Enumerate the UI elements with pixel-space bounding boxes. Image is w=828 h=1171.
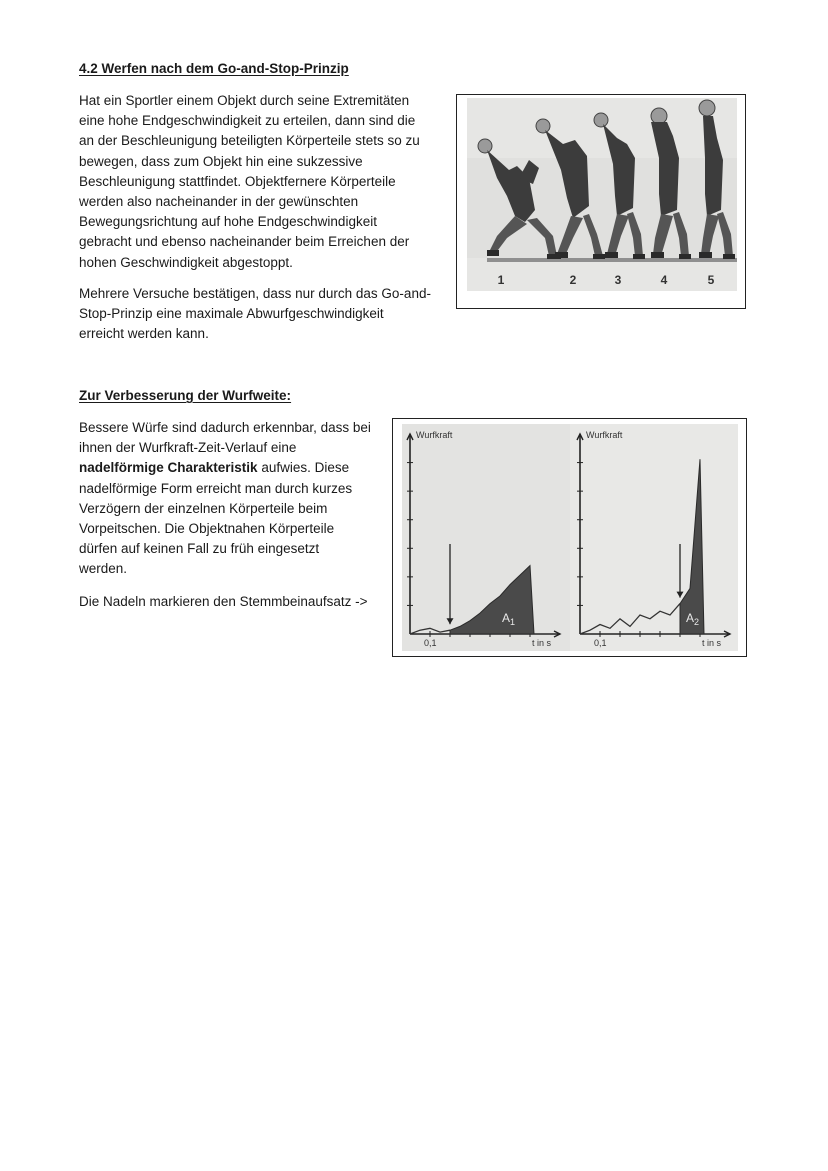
paragraph-better-throws: Bessere Würfe sind dadurch erkennbar, dass bei ihnen der Wurfkraft-Zeit-Verlauf eine nadelförmige Charakteristik aufwies. Diese nadelförmige Form erreicht man durch kurzes Verzögern der einzelnen Körperteile beim Vorpeitschen. Die Objektnahen Körperteile dürfen auf keinen Fall zu früh eingesetzt werden. (79, 420, 371, 577)
phase-label-2: 2 (569, 273, 577, 287)
x-tick-label: 0,1 (424, 638, 437, 648)
area-label-sub: 1 (510, 617, 516, 627)
y-axis-label: Wurfkraft (416, 430, 453, 440)
paragraph-experiments: Mehrere Versuche bestätigen, dass nur durch das Go-and- Stop-Prinzip eine maximale Abwurfgeschwindigkeit erreicht werden kann. (79, 286, 431, 342)
x-axis-label: t in s (532, 638, 552, 648)
phase-label-3: 3 (614, 273, 622, 287)
phase-label-5: 5 (707, 273, 715, 287)
paragraph-needles-note: Die Nadeln markieren den Stemmbeinaufsatz -> (79, 594, 368, 609)
x-tick-label: 0,1 (594, 638, 607, 648)
force-time-charts (402, 424, 738, 651)
throw-phases-figure (456, 94, 746, 309)
phase-label-4: 4 (660, 273, 668, 287)
x-axis-label: t in s (702, 638, 722, 648)
area-label: $A_2$ (686, 611, 700, 627)
force-time-figure (392, 418, 747, 657)
area-label-sub: 2 (694, 617, 700, 627)
throw-phases-illustration (467, 98, 737, 291)
section-heading-throw-distance: Zur Verbesserung der Wurfweite: (79, 388, 292, 403)
area-label: $A_1$ (502, 611, 516, 627)
paragraph-go-and-stop-principle: Hat ein Sportler einem Objekt durch seine Extremitäten eine hohe Endgeschwindigkeit zu erteilen, dann sind die an der Beschleunigung beteiligten Körperteile stets so zu bewegen, dass zum Objekt hin eine sukzessive Beschleunigung stattfindet. Objektfernere Körperteile werden also nacheinander in der gewünschten Bewegungsrichtung auf hohe Endgeschwindigkeit gebracht und ebenso nacheinander beim Erreichen der hohen Geschwindigkeit abgestoppt. (79, 93, 420, 270)
section-heading-go-and-stop: 4.2 Werfen nach dem Go-and-Stop-Prinzip (79, 61, 349, 76)
y-axis-label: Wurfkraft (586, 430, 623, 440)
phase-label-1: 1 (497, 273, 505, 287)
